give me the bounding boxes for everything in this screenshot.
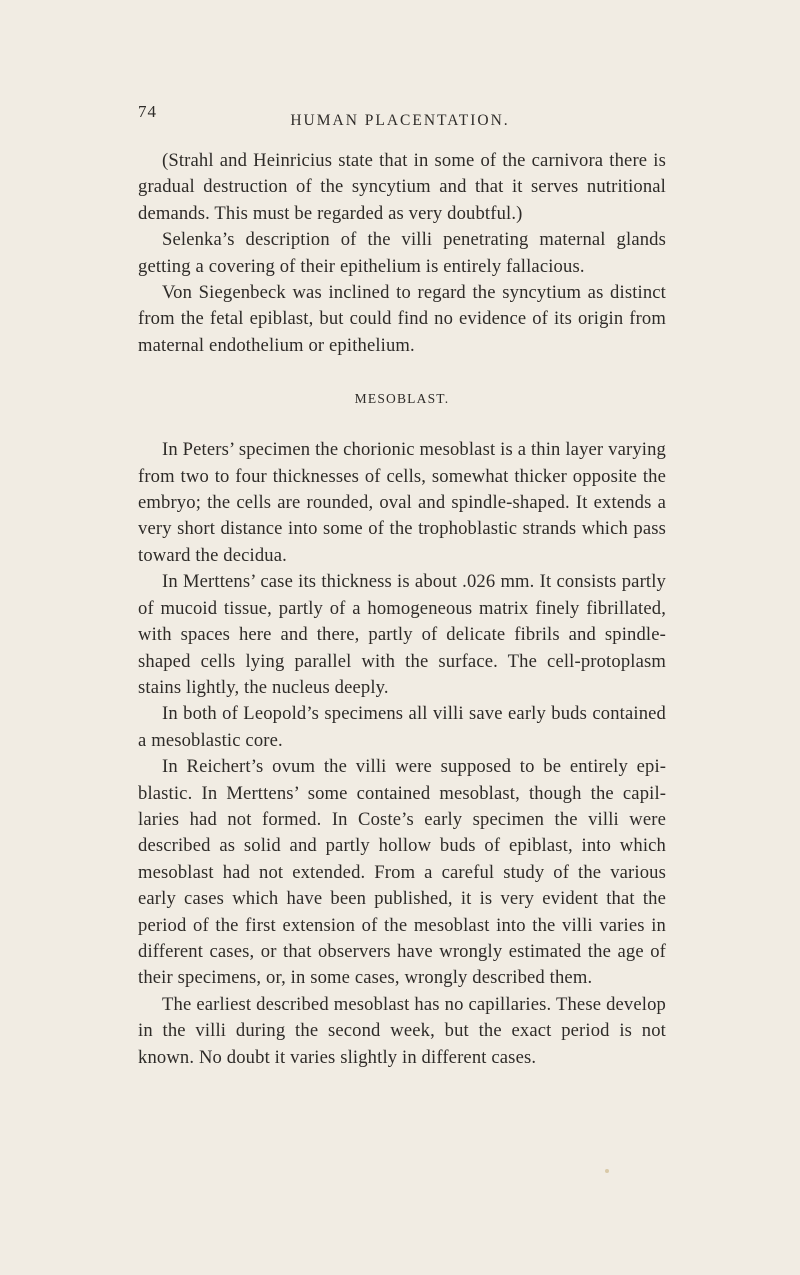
body-text — [138, 148, 666, 1071]
paragraph: In Peters’ specimen the chorionic mesoblast is a thin layer varying from two to four thicknesses of cells, somewhat thicker opposite the embryo; the cells are rounded, oval and spindle-shaped. It extends a very short distance into some of the trophoblastic strands which pass toward the decidua. — [138, 439, 666, 566]
running-head: HUMAN PLACENTATION. — [290, 112, 510, 129]
page-number: 74 — [138, 102, 157, 121]
paragraph: Von Siegenbeck was inclined to regard the syncytium as distinct from the fetal epiblast, but could find no evidence of its origin from maternal endothelium or epithelium. — [138, 282, 666, 356]
paragraph: In both of Leopold’s specimens all villi save early buds contained a mesoblastic core. — [138, 703, 666, 751]
paper-speck — [605, 1169, 609, 1173]
paragraph: (Strahl and Heinricius state that in some of the carnivora there is gradual destruction of the syncytium and that it serves nutritional demands. This must be regarded as very doubtful.) — [138, 150, 666, 224]
paragraph: In Merttens’ case its thickness is about .026 mm. It consists partly of mucoid tissue, partly of a homogeneous matrix finely fibrillated, with spaces here and there, partly of delicate fibrils and spindle-shaped cells lying parallel with the surface. The cell-protoplasm stains lightly, the nucleus deeply. — [138, 571, 666, 698]
paragraph: In Reichert’s ovum the villi were supposed to be entirely epiblastic. In Merttens’ some contained mesoblast, though the capillaries had not formed. In Coste’s early specimen the villi were described as solid and partly hollow buds of epiblast, into which mesoblast had not extended. From a careful study of the various early cases which have been published, it is very evident that the period of the first extension of the mesoblast into the villi varies in different cases, or that observers have wrongly estimated the age of their specimens, or, in some cases, wrongly described them. — [138, 756, 666, 989]
paragraph: Selenka’s description of the villi penetrating maternal glands getting a covering of their epithelium is entirely fallacious. — [138, 229, 666, 277]
section-heading: MESOBLAST. — [354, 391, 450, 407]
paragraph: The earliest described mesoblast has no capillaries. These develop in the villi during the second week, but the exact period is not known. No doubt it varies slightly in different cases. — [138, 993, 666, 1068]
